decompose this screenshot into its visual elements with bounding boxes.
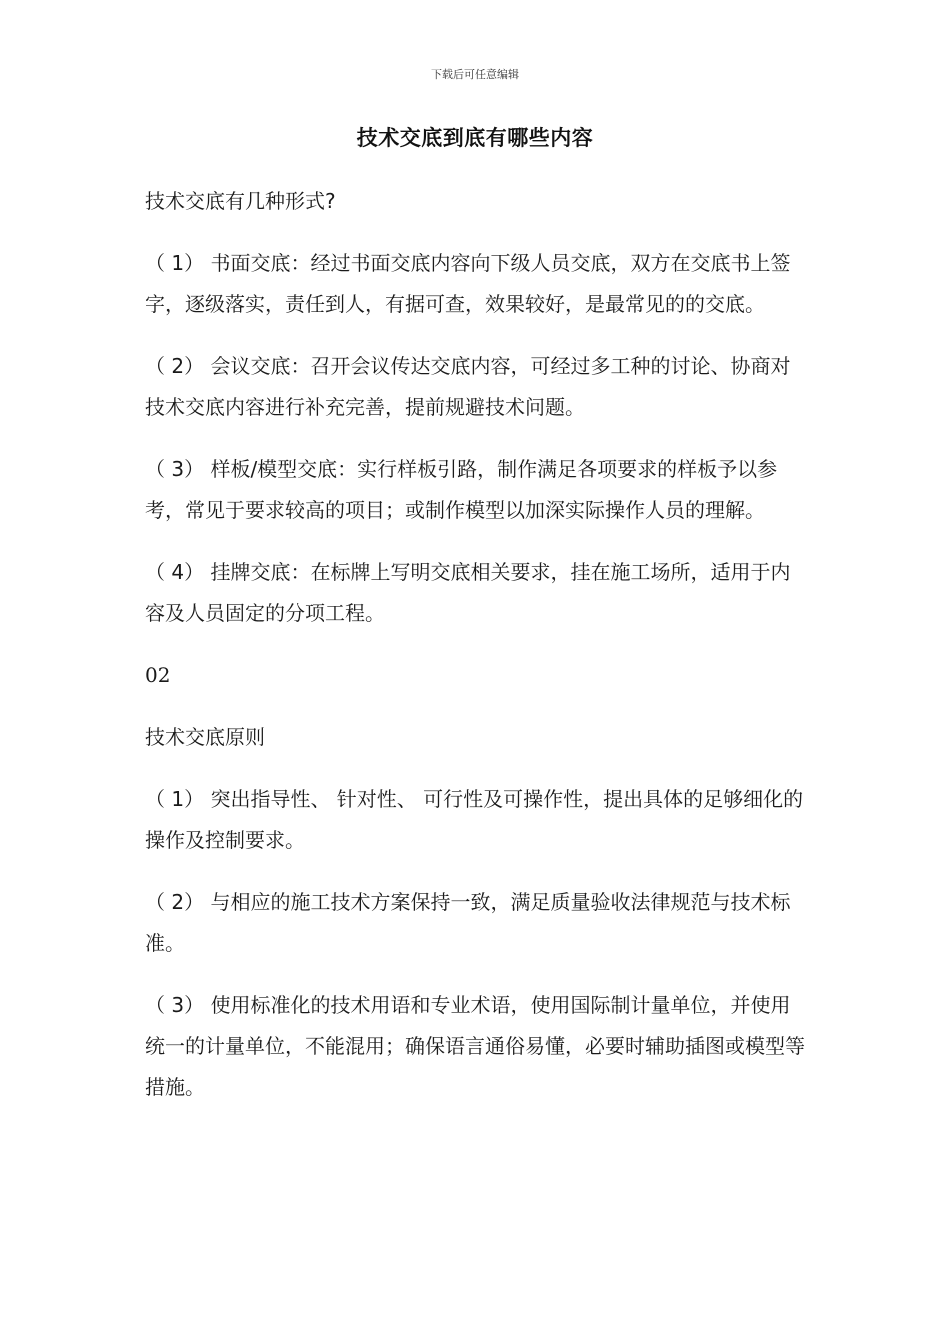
document-body [145,181,810,1129]
section-heading: 技术交底原则 [145,725,265,749]
list-item: （ 3） 样板/模型交底：实行样板引路，制作满足各项要求的样板予以参考，常见于要求较高的项目；或制作模型以加深实际操作人员的理解。 [145,457,778,522]
section-number: 02 [145,663,171,687]
section-heading: 技术交底有几种形式? [145,189,336,213]
list-item: （ 1） 突出指导性、 针对性、 可行性及可操作性，提出具体的足够细化的操作及控制要求。 [145,787,804,852]
header-note: 下载后可任意编辑 [431,68,519,81]
list-item: （ 4） 挂牌交底：在标牌上写明交底相关要求，挂在施工场所，适用于内容及人员固定的分项工程。 [145,560,791,625]
list-item: （ 2） 会议交底：召开会议传达交底内容，可经过多工种的讨论、协商对技术交底内容进行补充完善，提前规避技术问题。 [145,354,791,419]
list-item: （ 1） 书面交底：经过书面交底内容向下级人员交底，双方在交底书上签字，逐级落实，责任到人，有据可查，效果较好，是最常见的的交底。 [145,251,791,316]
list-item: （ 3） 使用标准化的技术用语和专业术语，使用国际制计量单位，并使用统一的计量单位，不能混用；确保语言通俗易懂，必要时辅助插图或模型等措施。 [145,993,805,1099]
document-title: 技术交底到底有哪些内容 [356,126,594,150]
list-item: （ 2） 与相应的施工技术方案保持一致，满足质量验收法律规范与技术标准。 [145,890,791,955]
